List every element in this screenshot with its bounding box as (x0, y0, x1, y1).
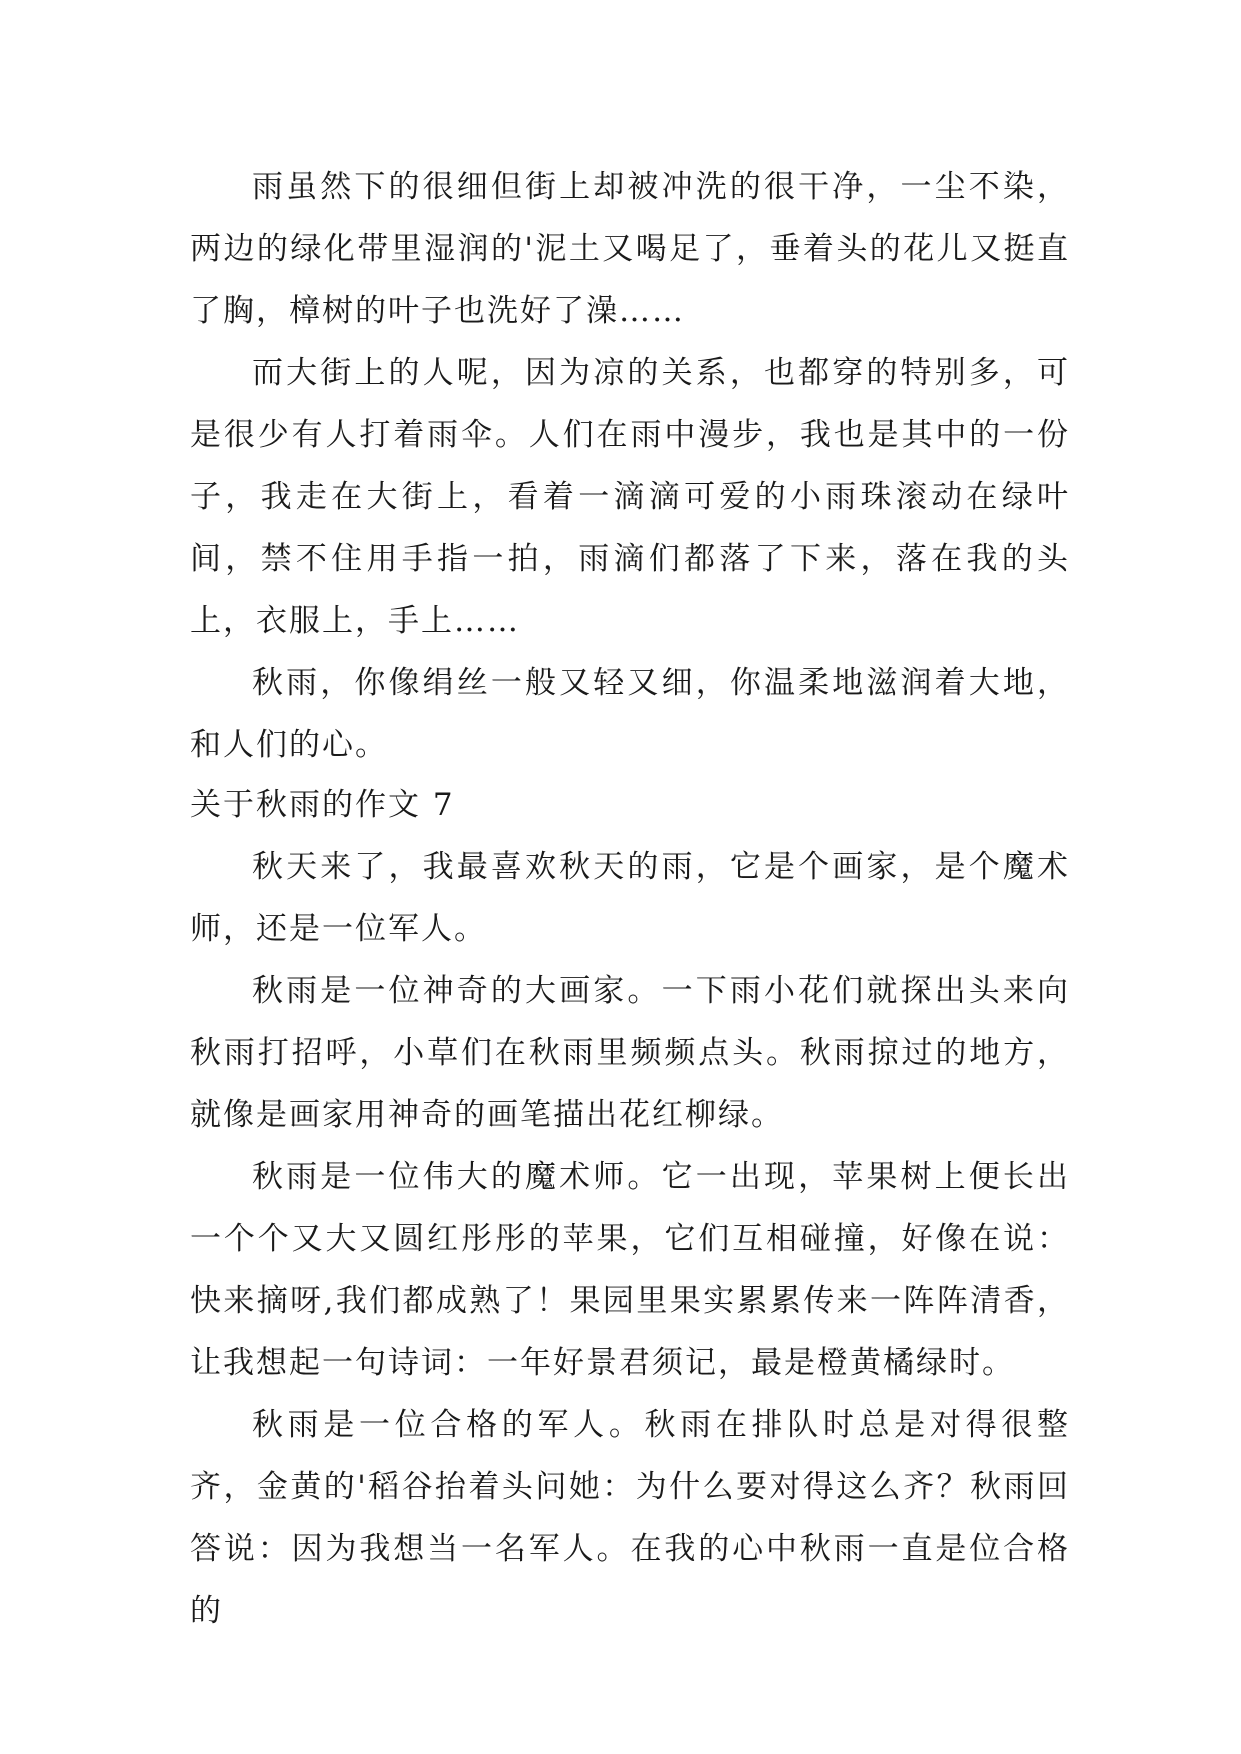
paragraph: 雨虽然下的很细但街上却被冲洗的很干净，一尘不染，两边的绿化带里湿润的'泥土又喝足了，垂着头的花儿又挺直了胸，樟树的叶子也洗好了澡…… (190, 169, 1070, 329)
paragraph: 秋雨是一位神奇的大画家。一下雨小花们就探出头来向秋雨打招呼，小草们在秋雨里频频点头。秋雨掠过的地方，就像是画家用神奇的画笔描出花红柳绿。 (190, 973, 1070, 1133)
paragraph: 而大街上的人呢，因为凉的关系，也都穿的特别多，可是很少有人打着雨伞。人们在雨中漫步，我也是其中的一份子，我走在大街上，看着一滴滴可爱的小雨珠滚动在绿叶间，禁不住用手指一拍，雨滴们都落了下来，落在我的头上，衣服上，手上…… (190, 355, 1070, 639)
essay-section-previous (190, 156, 1070, 776)
essay-section-7 (190, 774, 1070, 1642)
paragraph: 秋雨是一位合格的军人。秋雨在排队时总是对得很整齐，金黄的'稻谷抬着头问她：为什么要对得这么齐？秋雨回答说：因为我想当一名军人。在我的心中秋雨一直是位合格的 (190, 1407, 1070, 1629)
essay-title: 关于秋雨的作文 7 (190, 787, 455, 823)
paragraph: 秋雨是一位伟大的魔术师。它一出现，苹果树上便长出一个个又大又圆红彤彤的苹果，它们互相碰撞，好像在说：快来摘呀,我们都成熟了！果园里果实累累传来一阵阵清香，让我想起一句诗词：一年好景君须记，最是橙黄橘绿时。 (190, 1159, 1070, 1381)
paragraph: 秋雨，你像绢丝一般又轻又细，你温柔地滋润着大地，和人们的心。 (190, 665, 1070, 763)
paragraph: 秋天来了，我最喜欢秋天的雨，它是个画家，是个魔术师，还是一位军人。 (190, 849, 1070, 947)
